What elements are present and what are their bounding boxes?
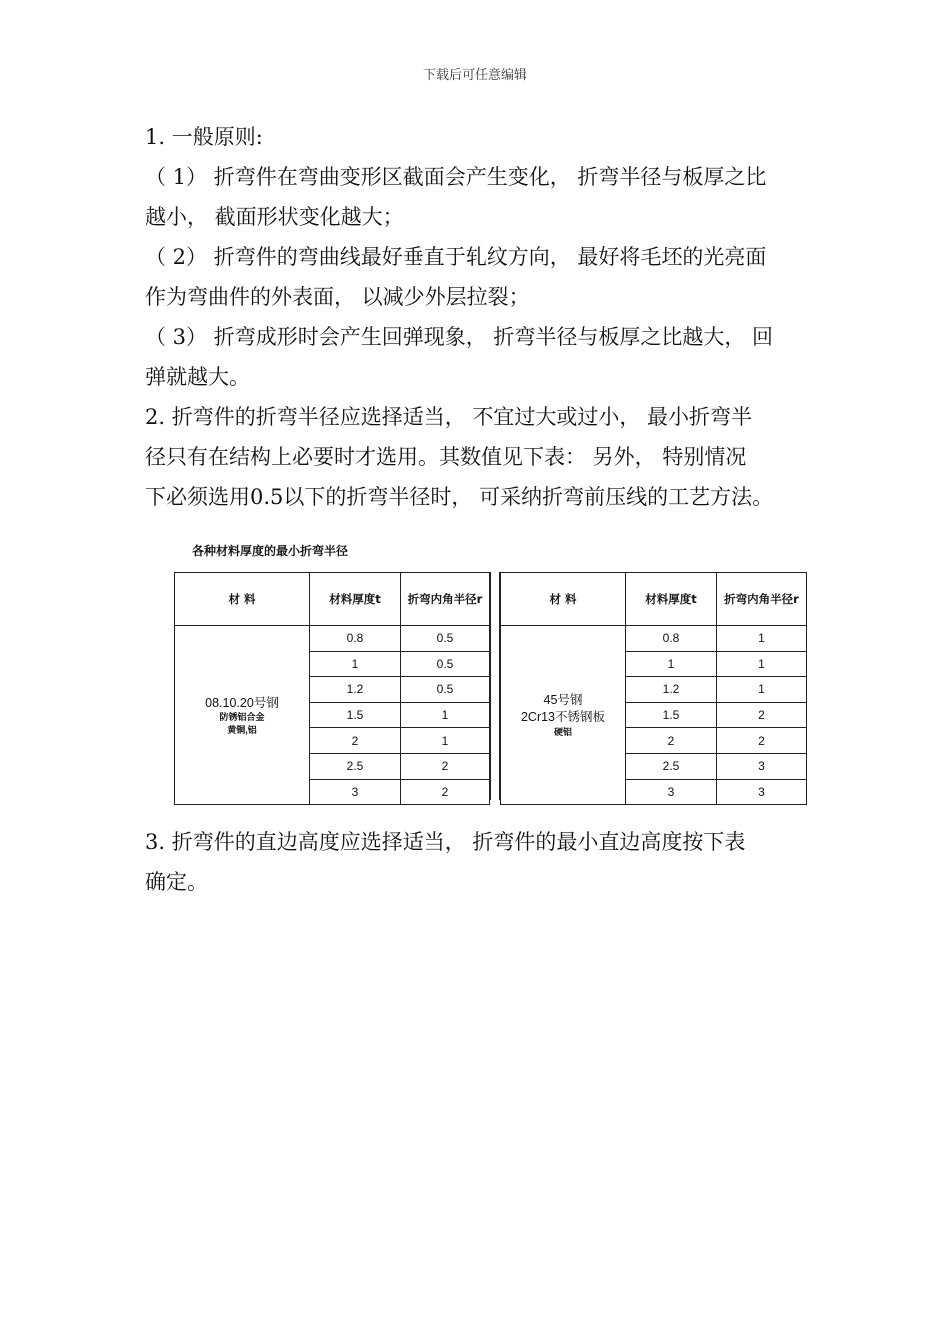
thickness-cell: 1 <box>310 651 401 677</box>
table-divider <box>490 572 500 800</box>
text-line: 2. 折弯件的折弯半径应选择适当， 不宜过大或过小， 最小折弯半 <box>145 405 753 429</box>
radius-cell: 1 <box>717 677 807 703</box>
text-line: 下必须选用0.5以下的折弯半径时， 可采纳折弯前压线的工艺方法。 <box>145 485 774 509</box>
text-line: 径只有在结构上必要时才选用。其数值见下表： 另外， 特别情况 <box>145 445 747 469</box>
header-thickness: 材料厚度t <box>310 573 401 626</box>
radius-cell: 2 <box>717 728 807 754</box>
thickness-cell: 3 <box>626 779 717 805</box>
radius-cell: 3 <box>717 779 807 805</box>
table-right <box>500 572 807 805</box>
text-line: （ 2） 折弯件的弯曲线最好垂直于轧纹方向， 最好将毛坯的光亮面 <box>145 245 767 269</box>
radius-cell: 3 <box>717 753 807 779</box>
text-line: 3. 折弯件的直边高度应选择适当， 折弯件的最小直边高度按下表 <box>145 830 746 854</box>
material-line: 硬铝 <box>553 726 572 737</box>
thickness-cell: 2.5 <box>626 753 717 779</box>
bend-radius-table <box>174 572 807 802</box>
radius-cell: 2 <box>401 779 490 805</box>
thickness-cell: 1.2 <box>626 677 717 703</box>
body-text-after <box>145 822 835 902</box>
radius-cell: 2 <box>717 702 807 728</box>
thickness-cell: 0.8 <box>626 626 717 652</box>
text-line: 弹就越大。 <box>145 365 250 389</box>
material-cell <box>501 626 626 805</box>
material-cell <box>175 626 310 805</box>
material-line: 45号钢 <box>543 693 583 708</box>
text-line: 作为弯曲件的外表面， 以减少外层拉裂； <box>145 285 530 309</box>
thickness-cell: 1 <box>626 651 717 677</box>
page-header: 下载后可任意编辑 <box>422 68 527 83</box>
thickness-cell: 1.2 <box>310 677 401 703</box>
text-line: 越小， 截面形状变化越大； <box>145 205 404 229</box>
radius-cell: 1 <box>717 651 807 677</box>
header-thickness: 材料厚度t <box>626 573 717 626</box>
header-radius: 折弯内角半径r <box>717 573 807 626</box>
body-text <box>145 117 835 517</box>
material-line: 2Cr13不锈钢板 <box>520 710 606 724</box>
text-line: 1. 一般原则: <box>145 125 263 149</box>
radius-cell: 0.5 <box>401 677 490 703</box>
thickness-cell: 1.5 <box>626 702 717 728</box>
material-line: 黄铜,铝 <box>227 724 257 735</box>
header-radius: 折弯内角半径r <box>401 573 490 626</box>
text-line: （ 3） 折弯成形时会产生回弹现象， 折弯半径与板厚之比越大， 回 <box>145 325 774 349</box>
radius-cell: 0.5 <box>401 651 490 677</box>
thickness-cell: 0.8 <box>310 626 401 652</box>
thickness-cell: 3 <box>310 779 401 805</box>
thickness-cell: 2 <box>626 728 717 754</box>
material-line: 08.10.20号钢 <box>205 695 279 710</box>
radius-cell: 1 <box>401 702 490 728</box>
radius-cell: 0.5 <box>401 626 490 652</box>
table-left <box>174 572 490 805</box>
text-line: （ 1） 折弯件在弯曲变形区截面会产生变化， 折弯半径与板厚之比 <box>145 165 767 189</box>
thickness-cell: 1.5 <box>310 702 401 728</box>
thickness-cell: 2.5 <box>310 753 401 779</box>
header-material: 材 料 <box>501 573 626 626</box>
table-title: 各种材料厚度的最小折弯半径 <box>192 544 349 558</box>
radius-cell: 1 <box>717 626 807 652</box>
thickness-cell: 2 <box>310 728 401 754</box>
radius-cell: 1 <box>401 728 490 754</box>
radius-cell: 2 <box>401 753 490 779</box>
material-line: 防锈铝合金 <box>219 712 265 723</box>
text-line: 确定。 <box>145 870 208 894</box>
header-material: 材 料 <box>175 573 310 626</box>
